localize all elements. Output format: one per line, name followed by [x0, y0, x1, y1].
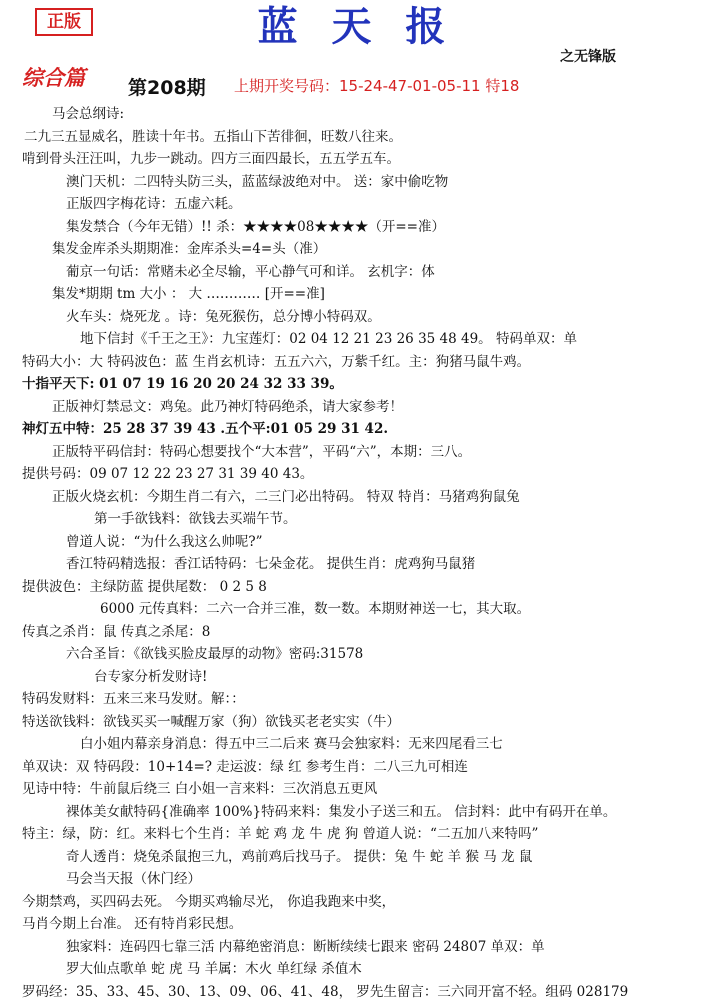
- text-line: 正版神灯禁忌文：鸡兔。此乃神灯特码绝杀，请大家参考！: [0, 396, 713, 419]
- edition-label: 之无锋版: [560, 46, 616, 66]
- page-title: 蓝 天 报: [0, 0, 713, 54]
- issue-number: 第208期: [128, 73, 206, 100]
- text-line: 十指平天下: 01 07 19 16 20 20 24 32 33 39。: [0, 373, 713, 396]
- text-line: 曾道人说：“为什么我这么帅呢?”: [0, 531, 713, 554]
- text-line: 今期禁鸡，买四码去死。 今期买鸡输尽光， 你追我跑来中奖，: [0, 891, 713, 914]
- text-line: 6000 元传真料：二六一合并三准，数一数。本期财神送一七，其大取。: [0, 598, 713, 621]
- text-line: 马会总纲诗:: [0, 103, 713, 126]
- text-line: 白小姐内幕亲身消息：得五中三二后来 赛马会独家料：无来四尾看三七: [0, 733, 713, 756]
- text-line: 马会当天报（休门经）: [0, 868, 713, 891]
- text-line: 葡京一句话：常赌未必全尽输，平心静气可和详。 玄机字：体: [0, 261, 713, 284]
- text-line: 提供号码：09 07 12 22 23 27 31 39 40 43。: [0, 463, 713, 486]
- text-line: 正版特平码信封：特码心想要找个“大本营”，平码“六”，本期：三八。: [0, 441, 713, 464]
- text-line: 第一手欲钱料：欲钱去买端午节。: [0, 508, 713, 531]
- text-line: 特送欲钱料：欲钱买买一喊醒万家（狗）欲钱买老老实实（牛）: [0, 711, 713, 734]
- text-line: 澳门天机：二四特头防三头，蓝蓝绿波绝对中。 送：家中偷吃物: [0, 171, 713, 194]
- text-line: 神灯五中特：25 28 37 39 43 .五个平:01 05 29 31 42.: [0, 418, 713, 441]
- text-line: 正版火烧玄机：今期生肖二有六，二三门必出特码。 特双 特肖：马猪鸡狗鼠兔: [0, 486, 713, 509]
- text-line: 地下信封《千王之王》：九宝莲灯：02 04 12 21 23 26 35 48 49。 特码单双：单: [0, 328, 713, 351]
- text-line: 特码大小：大 特码波色：蓝 生肖玄机诗：五五六六，万紫千红。主：狗猪马鼠牛鸡。: [0, 351, 713, 374]
- text-line: 啃到骨头汪汪叫，九步一跳动。四方三面四最长，五五学五车。: [0, 148, 713, 171]
- text-line: 罗码经：35、33、45、30、13、09、06、41、48， 罗先生留言：三六同开富不轻。组码 028179: [0, 981, 713, 1003]
- text-line: 特码发财料：五来三来马发财。解：：: [0, 688, 713, 711]
- text-line: 二九三五显威名，胜读十年书。五指山下苦徘徊，旺数八往来。: [0, 126, 713, 149]
- text-line: 正版四字梅花诗：五虚六耗。: [0, 193, 713, 216]
- text-line: 台专家分析发财诗!: [0, 666, 713, 689]
- text-line: 六合圣旨：《欲钱买脸皮最厚的动物》密码:31578: [0, 643, 713, 666]
- section-label: 综合篇: [22, 62, 85, 92]
- text-line: 罗大仙点歌单 蛇 虎 马 羊属：木火 单红绿 杀值木: [0, 958, 713, 981]
- text-line: 裸体美女献特码{准确率 100%}特码来料：集发小子送三和五。 信封料：此中有码开在单。: [0, 801, 713, 824]
- text-line: 集发*期期 tm 大小 ： 大 ………… [开==准]: [0, 283, 713, 306]
- text-line: 集发金库杀头期期准：金库杀头=4=头（准）: [0, 238, 713, 261]
- text-line: 集发禁合（今年无错）!! 杀：★★★★08★★★★（开==准）: [0, 216, 713, 239]
- genuine-badge: 正版: [35, 8, 93, 36]
- text-line: 提供波色：主绿防蓝 提供尾数： 0 2 5 8: [0, 576, 713, 599]
- text-line: 马肖今期上台准。 还有特肖彩民想。: [0, 913, 713, 936]
- text-line: 特主：绿，防：红。来料七个生肖：羊 蛇 鸡 龙 牛 虎 狗 曾道人说：“二五加八来特吗”: [0, 823, 713, 846]
- text-line: 奇人透肖：烧兔杀鼠抱三九，鸡前鸡后找马子。 提供：兔 牛 蛇 羊 猴 马 龙 鼠: [0, 846, 713, 869]
- text-line: 见诗中特：牛前鼠后绕三 白小姐一言来料：三次消息五更风: [0, 778, 713, 801]
- text-line: 传真之杀肖：鼠 传真之杀尾：8: [0, 621, 713, 644]
- text-line: 火车头：烧死龙 。诗：兔死猴伤，总分博小特码双。: [0, 306, 713, 329]
- text-line: 香江特码精选报：香江话特码：七朵金花。 提供生肖：虎鸡狗马鼠猪: [0, 553, 713, 576]
- text-line: 独家料：连码四七靠三活 内幕绝密消息：断断续续七跟来 密码 24807 单双：单: [0, 936, 713, 959]
- text-body: [0, 103, 713, 1003]
- text-line: 单双诀：双 特码段：10+14=? 走运波：绿 红 参考生肖：二八三九可相连: [0, 756, 713, 779]
- last-draw-numbers: 上期开奖号码：15-24-47-01-05-11 特18: [234, 75, 519, 96]
